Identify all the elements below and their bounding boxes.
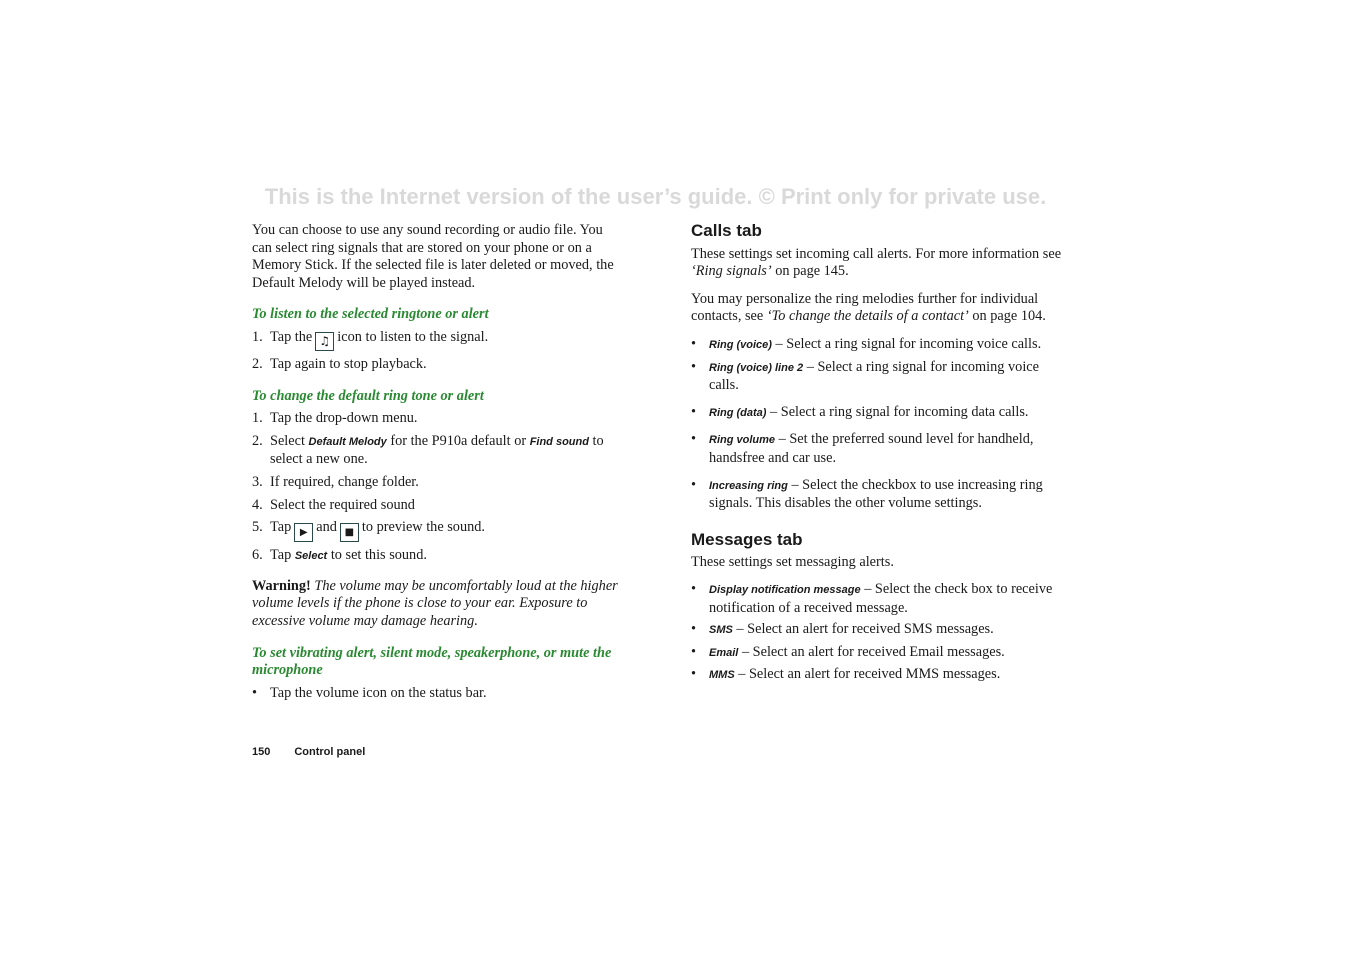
- list-item: • Display notification message – Select the check box to receive notification of a received message.: [691, 580, 1053, 616]
- calls-tab-title: Calls tab: [691, 221, 762, 240]
- play-icon: ▶: [294, 523, 313, 542]
- listen-heading: To listen to the selected ringtone or alert: [252, 306, 489, 323]
- calls-paragraph-2: You may personalize the ring melodies further for individual contacts, see ‘To change the details of a contact’ on page 104.: [691, 290, 1046, 325]
- list-item: 3. If required, change folder.: [252, 473, 419, 490]
- music-note-icon: ♫: [315, 332, 334, 351]
- warning-paragraph: [252, 578, 624, 631]
- page-footer: [252, 746, 389, 758]
- messages-intro: These settings set messaging alerts.: [691, 554, 894, 571]
- list-item: 5. Tap ▶ and ■ to preview the sound.: [252, 519, 624, 542]
- list-item: • MMS – Select an alert for received MMS messages.: [691, 666, 1001, 683]
- list-item: • Tap the volume icon on the status bar.: [252, 684, 487, 701]
- vibrate-steps: [252, 685, 624, 703]
- messages-list: [691, 581, 1063, 685]
- intro-paragraph: You can choose to use any sound recording or audio file. You can select ring signals that are stored on your phone or on a Memory Stick. If the selected file is later deleted or moved, the Default Melody will be played instead.: [252, 222, 614, 291]
- list-item: • Increasing ring – Select the checkbox to use increasing ring signals. This disables the other volume settings.: [691, 476, 1043, 512]
- list-item: • Email – Select an alert for received Email messages.: [691, 643, 1005, 660]
- calls-list: [691, 336, 1063, 513]
- warning-label: Warning!: [252, 577, 311, 594]
- list-item: 1. Tap the ♫ icon to listen to the signal.: [252, 329, 624, 351]
- list-item: • Ring (data) – Select a ring signal for incoming data calls.: [691, 403, 1029, 420]
- section-name: Control panel: [294, 746, 366, 758]
- list-item: • Ring (voice) – Select a ring signal for incoming voice calls.: [691, 335, 1042, 352]
- listen-steps: [252, 329, 624, 374]
- page-number: 150: [252, 746, 271, 758]
- change-heading: To change the default ring tone or alert: [252, 387, 484, 404]
- list-item: • Ring (voice) line 2 – Select a ring signal for incoming voice calls.: [691, 358, 1039, 394]
- calls-paragraph-1: These settings set incoming call alerts. For more information see ‘Ring signals’ on page 145.: [691, 245, 1062, 280]
- list-item: 6. Tap Select to set this sound.: [252, 547, 427, 564]
- list-item: 4. Select the required sound: [252, 496, 415, 513]
- list-item: • SMS – Select an alert for received SMS messages.: [691, 621, 994, 638]
- left-column: [252, 222, 624, 706]
- vibrate-heading: To set vibrating alert, silent mode, speakerphone, or mute the microphone: [252, 644, 612, 679]
- list-item: 2. Tap again to stop playback.: [252, 355, 427, 372]
- change-steps: [252, 410, 624, 566]
- watermark: This is the Internet version of the user’s guide. © Print only for private use.: [264, 184, 1047, 209]
- right-column: [691, 222, 1063, 689]
- list-item: • Ring volume – Set the preferred sound level for handheld, handsfree and car use.: [691, 431, 1034, 466]
- list-item: 2. Select Default Melody for the P910a default or Find sound to select a new one.: [252, 432, 604, 468]
- list-item: 1. Tap the drop-down menu.: [252, 410, 418, 427]
- messages-tab-title: Messages tab: [691, 529, 803, 549]
- stop-icon: ■: [340, 523, 359, 542]
- warning-text: The volume may be uncomfortably loud at the higher volume levels if the phone is close to your ear. Exposure to excessive volume may damage hearing.: [252, 577, 618, 629]
